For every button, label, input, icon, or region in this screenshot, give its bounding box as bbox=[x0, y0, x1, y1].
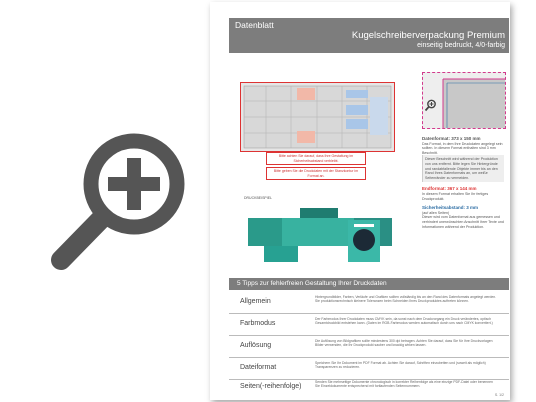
dieline-diagram bbox=[240, 82, 395, 152]
header-bar bbox=[229, 18, 509, 53]
tip-text: Senden Sie mehrseitige Dokumente chronologisch in korrekter Reihenfolge als eine einzige PDF-Datei oder benennen Sie Einzeldokumente entsprechend mit fortlaufenden Seitennummern. bbox=[315, 380, 493, 389]
dieline-drawing bbox=[241, 83, 394, 151]
tip-label: Farbmodus bbox=[240, 320, 276, 327]
print-example-mockup bbox=[242, 202, 402, 270]
safety-text: Dieser wird vom Datenformat aus gemessen und verhindert unerwünschten Anschnitt Ihrer Texte und Informationen während der Produktion. bbox=[422, 215, 504, 229]
tip-row bbox=[229, 336, 509, 358]
tip-label: Seiten(-reihenfolge) bbox=[240, 383, 302, 390]
header-label: Datenblatt bbox=[235, 20, 274, 30]
diagram-notes bbox=[266, 152, 366, 182]
mockup-label: DRUCKBEISPIEL bbox=[244, 196, 273, 200]
tip-label: Dateiformat bbox=[240, 364, 277, 371]
safety-heading: Sicherheitsabstand: 3 mm bbox=[422, 205, 479, 211]
tips-heading: 5 Tipps zur fehlerfreien Gestaltung Ihrer Druckdaten bbox=[229, 278, 509, 290]
diagram-note: Bitte achten Sie darauf, dass Ihre Gestaltung im Sicherheitsabstand verbleibt. bbox=[266, 152, 366, 165]
magnifier-plus-graphic bbox=[48, 125, 198, 275]
zoom-in-icon[interactable] bbox=[48, 125, 198, 275]
tip-text: Der Farbmodus Ihrer Druckdaten muss CMYK sein, da sonst nach dem Druckvorgang ein Druck verändertes, optisch Gesamtdruckbild entstehen kann. (Daten im RGB-Farbmodus werden automatisch durch uns nach CMYK konvertiert.) bbox=[315, 317, 493, 326]
small-zoom-icon[interactable] bbox=[424, 99, 437, 112]
tip-row bbox=[229, 377, 509, 397]
tip-label: Auflösung bbox=[240, 342, 272, 349]
tip-row bbox=[229, 292, 509, 314]
tip-label: Allgemein bbox=[240, 298, 271, 305]
data-format-text: Das Format, in dem Ihre Druckdaten angelegt sein sollten. In diesem Format enthalten sind 3 mm Beschnitt. bbox=[422, 141, 503, 155]
diagram-note: Bitte geben Sie die Druckdaten mit der Stanzkontur im Format an. bbox=[266, 167, 366, 180]
tip-row bbox=[229, 314, 509, 336]
info-box: Dieser Beschnitt wird während der Produktion von uns entfernt. Bitte legen Sie Hintergründe und randabfallende Objekte immer bis an den Rand Ihres Datenformats an, um weiße Seitenränder zu vermeiden. bbox=[422, 155, 504, 182]
final-format-text: In diesem Format erhalten Sie Ihr fertiges Druckprodukt. bbox=[422, 191, 489, 201]
mockup-drawing bbox=[242, 202, 402, 270]
small-zoom-drawing bbox=[424, 99, 437, 112]
data-format-heading: Datenformat: 373 x 150 mm bbox=[422, 136, 481, 141]
datasheet-page[interactable] bbox=[210, 2, 510, 400]
tip-text: Die Auflösung von Bildgrafiken sollte mindestens 300 dpi betragen. Achten Sie darauf, dass Sie für Ihre Druckvorlagen Bilder verwenden, die Ihr Druckprodukt sauber und knackig wirken lassen. bbox=[315, 339, 493, 348]
header-title: Kugelschreiberverpackung Premium bbox=[351, 30, 505, 41]
tip-text: Speichern Sie Ihr Dokument im PDF Format ab. Achten Sie darauf, Schriften einzubetten und (soweit als möglich) Transparenzen zu reduzieren. bbox=[315, 361, 486, 370]
tip-text: Hintergrundbilder, Farben, Verläufe und Grafiken sollten vollständig bis an den Rand des Datenformats angelegt werden. Sie produktionsrechnisch kleinere Toleranzen beim Schneiden Ihres Druckproduktes auftreten können. bbox=[315, 295, 497, 304]
final-format-heading: Endformat: 367 x 144 mm bbox=[422, 186, 477, 192]
page-number: S. 1/2 bbox=[494, 393, 504, 397]
format-info bbox=[422, 132, 504, 229]
safety-sub: (auf allen Seiten) bbox=[422, 210, 450, 215]
header-subtitle: einseitig bedruckt, 4/0-farbig bbox=[417, 42, 505, 49]
